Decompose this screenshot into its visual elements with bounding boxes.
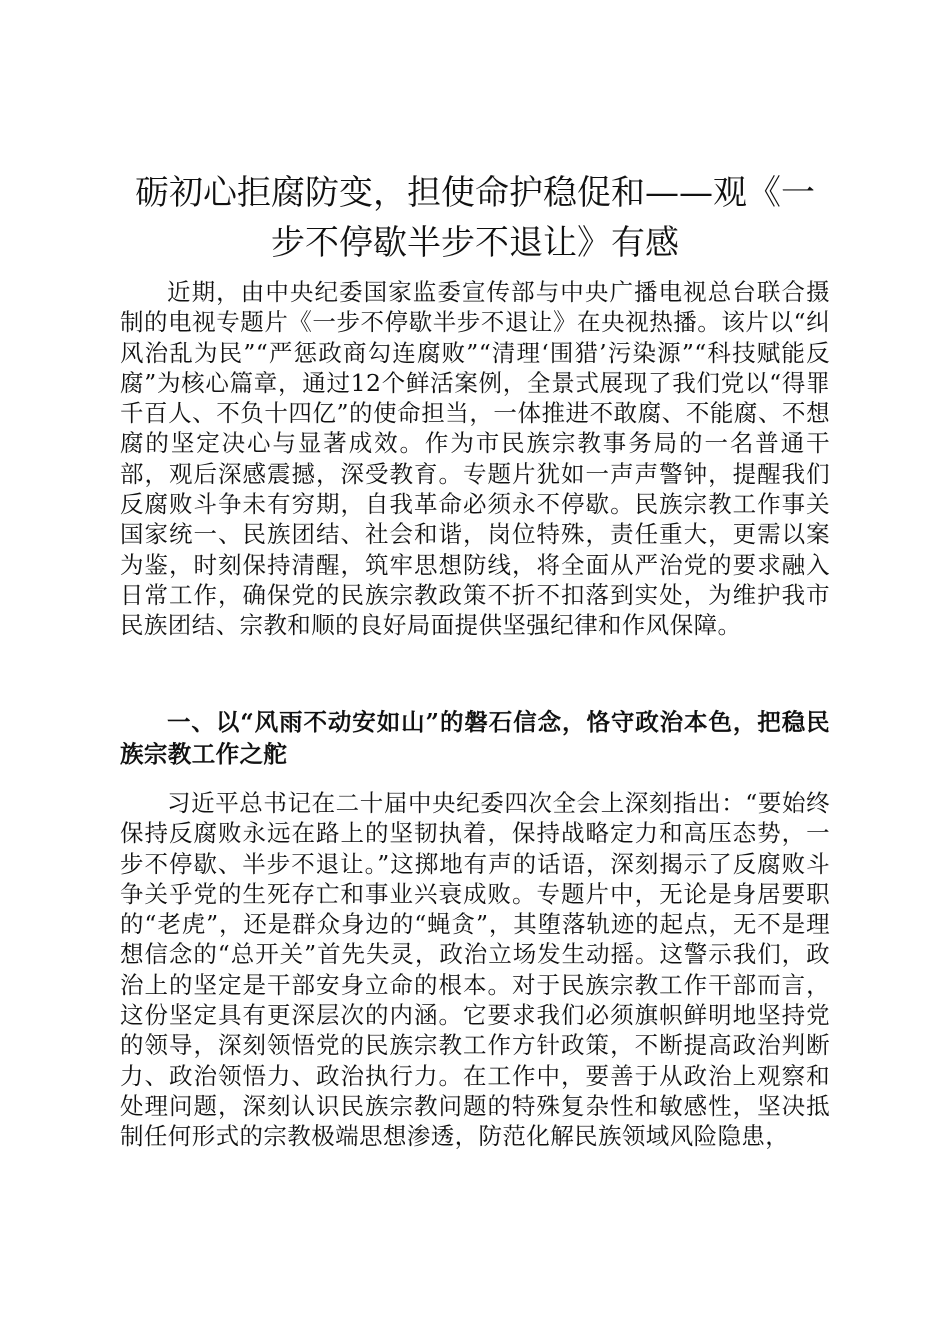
document-title: 砺初心拒腐防变，担使命护稳促和——观《一步不停歇半步不退让》有感 [135, 173, 815, 263]
section-heading: 一、以“风雨不动安如山”的磐石信念，恪守政治本色，把稳民族宗教工作之舵 [120, 708, 830, 768]
section-paragraph: 习近平总书记在二十届中央纪委四次全会上深刻指出：“要始终保持反腐败永远在路上的坚韧执着，保持战略定力和高压态势，一步不停歇、半步不退让。”这掷地有声的话语，深刻揭示了反腐败斗争关乎党的生死存亡和事业兴衰成败。专题片中，无论是身居要职的“老虎”，还是群众身边的“蝇贪”，其堕落轨迹的起点，无不是理想信念的“总开关”首先失灵，政治立场发生动摇。这警示我们，政治上的坚定是干部安身立命的根本。对于民族宗教工作干部而言，这份坚定具有更深层次的内涵。它要求我们必须旗帜鲜明地坚持党的领导，深刻领悟党的民族宗教工作方针政策，不断提高政治判断力、政治领悟力、政治执行力。在工作中，要善于从政治上观察和处理问题，深刻认识民族宗教问题的特殊复杂性和敏感性，坚决抵制任何形式的宗教极端思想渗透，防范化解民族领域风险隐患， [120, 789, 830, 1151]
intro-paragraph: 近期，由中央纪委国家监委宣传部与中央广播电视总台联合摄制的电视专题片《一步不停歇半步不退让》在央视热播。该片以“纠风治乱为民”“严惩政商勾连腐败”“清理‘围猎’污染源”“科技赋能反腐”为核心篇章，通过12个鲜活案例，全景式展现了我们党以“得罪千百人、不负十四亿”的使命担当，一体推进不敢腐、不能腐、不想腐的坚定决心与显著成效。作为市民族宗教事务局的一名普通干部，观后深感震撼，深受教育。专题片犹如一声声警钟，提醒我们反腐败斗争未有穷期，自我革命必须永不停歇。民族宗教工作事关国家统一、民族团结、社会和谐，岗位特殊，责任重大，更需以案为鉴，时刻保持清醒，筑牢思想防线，将全面从严治党的要求融入日常工作，确保党的民族宗教政策不折不扣落到实处，为维护我市民族团结、宗教和顺的良好局面提供坚强纪律和作风保障。 [120, 278, 830, 640]
